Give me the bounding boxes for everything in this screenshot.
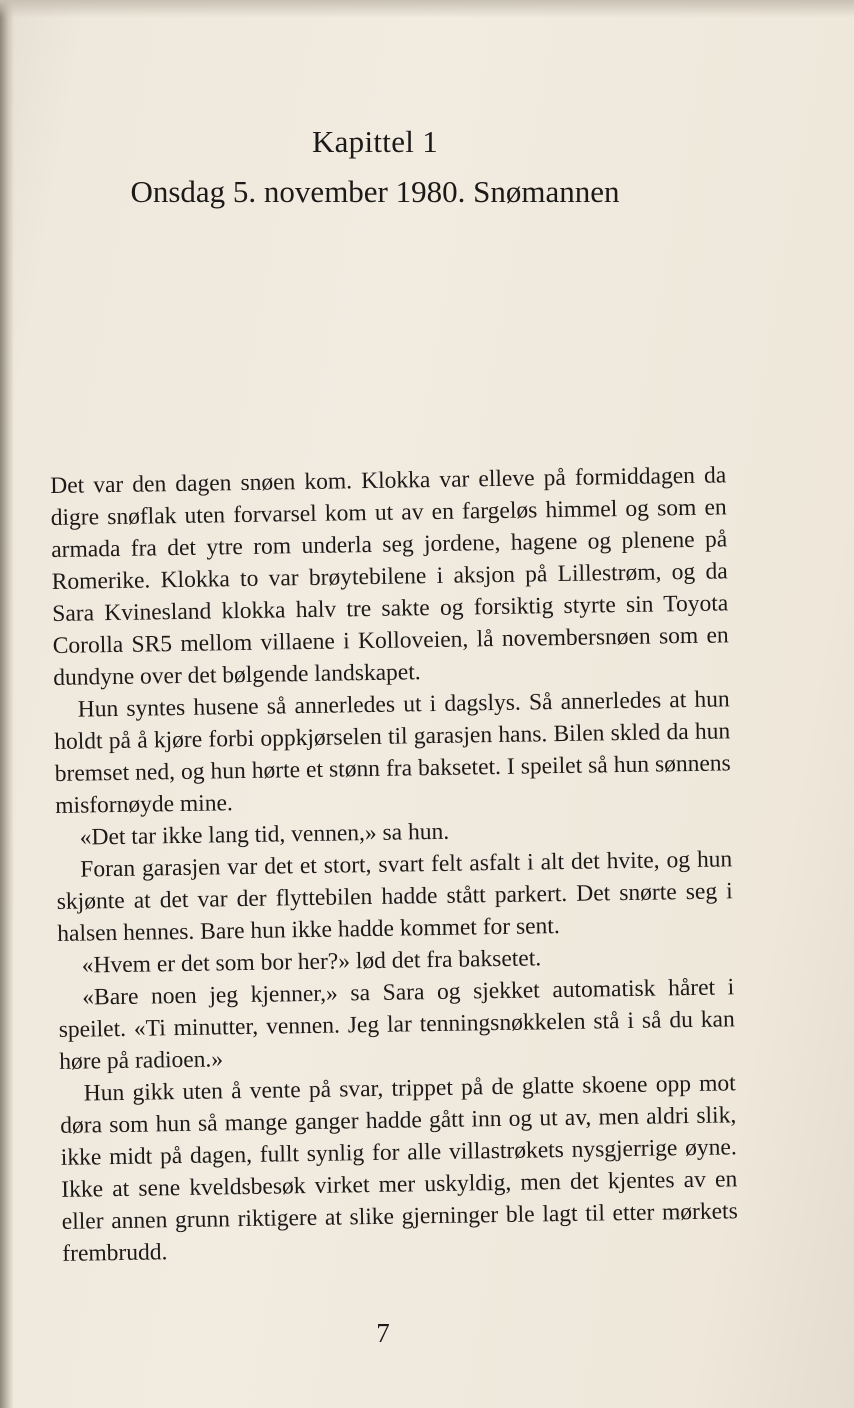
chapter-body [50,459,738,1270]
paragraph: Foran garasjen var det et stort, svart felt asfalt i alt det hvite, og hun skjønte at det var der flyttebilen hadde stått parkert. Det snørte seg i halsen hennes. Bare hun ikke hadde kommet for sent. [56,846,733,947]
paragraph: «Det tar ikke lang tid, vennen,» sa hun. [79,818,450,851]
paragraph: Det var den dagen snøen kom. Klokka var elleve på formiddagen da digre snøflak uten forvarsel kom ut av en fargeløs himmel og som en armada fra det ytre rom underla seg jordene, hagene og plenene på Romerike. Klokka to var brøytebilene i aksjon på Lillestrøm, og da Sara Kvinesland klokka halv tre sakte og forsiktig styrte sin Toyota Corolla SR5 mellom villaene i Kolloveien, lå novembersnøen som en dundyne over det bølgende landskapet. [50,462,729,691]
page-gutter-shadow [0,0,14,1408]
paragraph: «Bare noen jeg kjenner,» sa Sara og sjekket automatisk håret i speilet. «Ti minutter, vennen. Jeg lar tenningsnøkkelen stå i så du kan høre på radioen.» [58,974,735,1075]
chapter-title: Kapittel 1 [311,124,439,159]
paragraph: Hun syntes husene så annerledes ut i dagslys. Så annerledes at hun holdt på å kjøre forbi oppkjørselen til garasjen hans. Bilen skled da hun bremset ned, og hun hørte et stønn fra baksetet. I speilet så hun sønnens misfornøyde mine. [54,686,731,819]
page-number: 7 [376,1318,390,1348]
paragraph: Hun gikk uten å vente på svar, trippet på de glatte skoene opp mot døra som hun så mange ganger hadde gått inn og ut av, men aldri slik, ikke midt på dagen, fullt synlig for alle villastrøkets nysgjerrige øyne. Ikke at sene kveldsbesøk virket mer uskyldig, men det kjentes av en eller annen grunn riktigere at slike gjerninger ble lagt til etter mørkets frembrudd. [60,1070,738,1267]
page-top-shadow [0,0,854,18]
chapter-subtitle: Onsdag 5. november 1980. Snømannen [130,174,620,209]
paragraph: «Hvem er det som bor her?» lød det fra baksetet. [81,945,542,979]
